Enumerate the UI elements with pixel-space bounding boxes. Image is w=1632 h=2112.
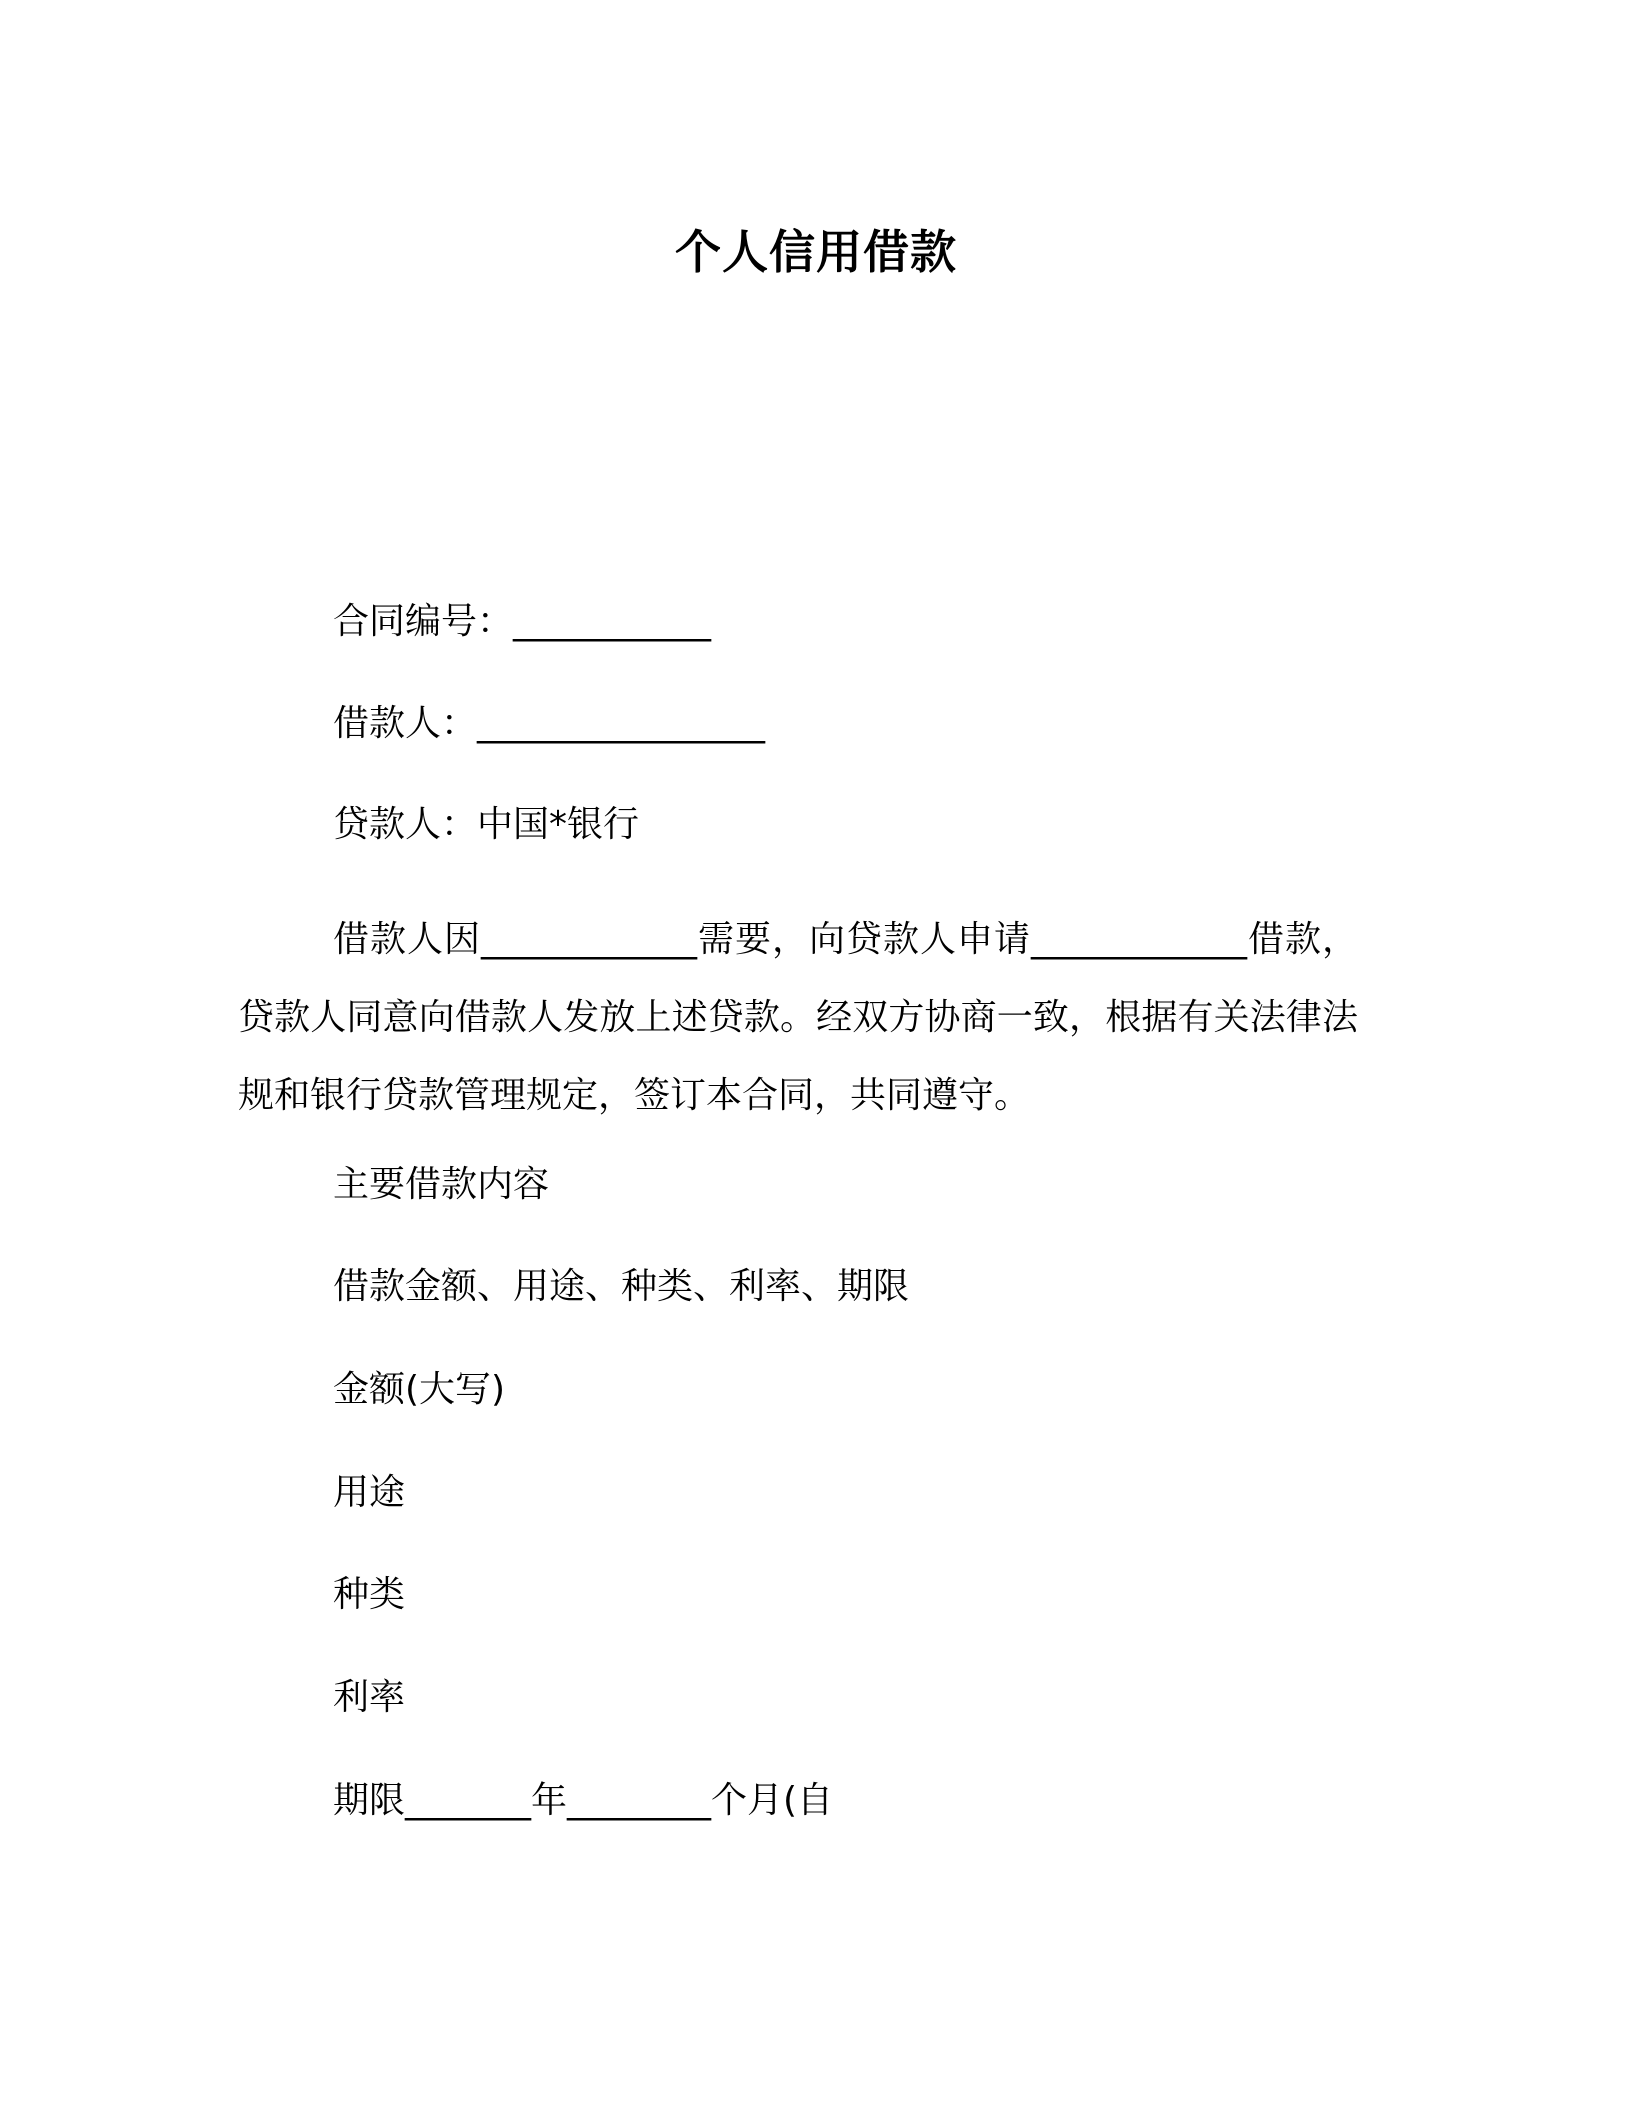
item-amount: 金额(大写) <box>333 1369 506 1410</box>
borrower-line: 借款人：________________ <box>333 703 766 744</box>
contract-number-line: 合同编号：___________ <box>333 601 712 642</box>
lender-line: 贷款人：中国*银行 <box>333 804 640 845</box>
item-type: 种类 <box>333 1574 406 1615</box>
document-title: 个人信用借款 <box>675 225 957 279</box>
section-heading: 主要借款内容 <box>333 1164 550 1205</box>
item-term: 期限_______年________个月(自 <box>333 1780 834 1821</box>
item-rate: 利率 <box>333 1677 406 1718</box>
intro-paragraph: 借款人因____________需要，向贷款人申请____________借款，贷款人同意向借款人发放上述贷款。经双方协商一致，根据有关法律法规和银行贷款管理规定，签订本合同，共同遵守。 <box>238 919 1358 1116</box>
section-items-heading: 借款金额、用途、种类、利率、期限 <box>333 1266 910 1307</box>
item-purpose: 用途 <box>333 1472 406 1513</box>
